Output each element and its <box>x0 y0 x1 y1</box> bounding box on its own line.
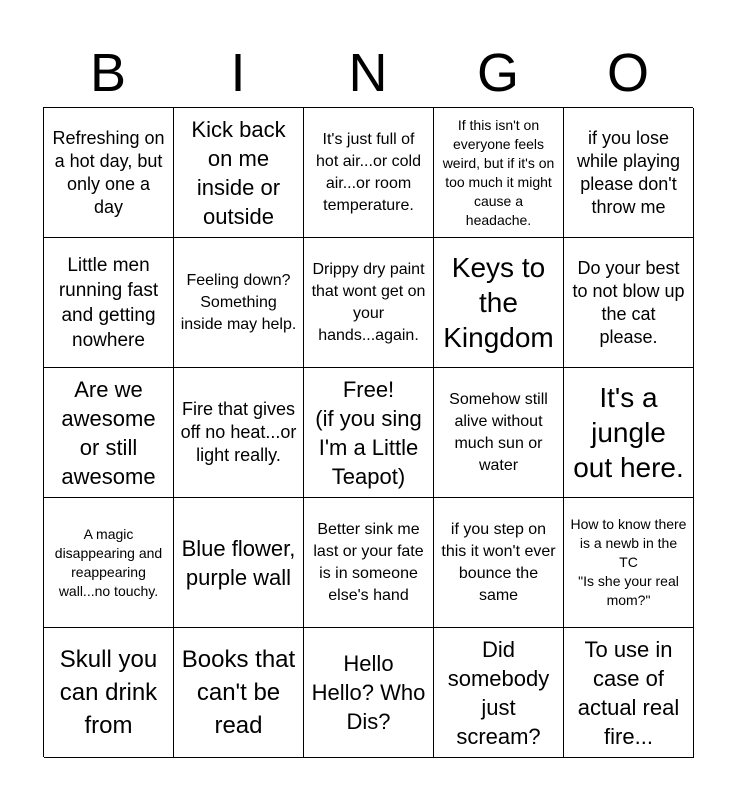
bingo-cell-r4c4[interactable]: if you step on this it won't ever bounce the same <box>434 498 564 628</box>
bingo-cell-r4c5[interactable]: How to know there is a newb in the TC "Is she your real mom?" <box>564 498 694 628</box>
bingo-cell-r2c4[interactable]: Keys to the Kingdom <box>434 238 564 368</box>
bingo-cell-r4c2[interactable]: Blue flower, purple wall <box>174 498 304 628</box>
bingo-cell-r3c3[interactable]: Free! (if you sing I'm a Little Teapot) <box>304 368 434 498</box>
header-letter-b: B <box>89 43 127 103</box>
bingo-cell-r5c1[interactable]: Skull you can drink from <box>44 628 174 758</box>
bingo-cell-r2c1[interactable]: Little men running fast and getting nowhere <box>44 238 174 368</box>
bingo-cell-r1c3[interactable]: It's just full of hot air...or cold air...or room temperature. <box>304 108 434 238</box>
bingo-cell-r2c2[interactable]: Feeling down? Something inside may help. <box>174 238 304 368</box>
header-letter-g: G <box>476 43 519 103</box>
bingo-cell-r2c5[interactable]: Do your best to not blow up the cat please. <box>564 238 694 368</box>
bingo-cell-r5c4[interactable]: Did somebody just scream? <box>434 628 564 758</box>
header-letter-o: O <box>606 43 649 103</box>
bingo-cell-r1c1[interactable]: Refreshing on a hot day, but only one a day <box>44 108 174 238</box>
header-letter-n: N <box>348 43 388 103</box>
bingo-cell-r3c4[interactable]: Somehow still alive without much sun or water <box>434 368 564 498</box>
bingo-header <box>43 40 693 106</box>
bingo-cell-r1c2[interactable]: Kick back on me inside or outside <box>174 108 304 238</box>
bingo-cell-r4c3[interactable]: Better sink me last or your fate is in someone else's hand <box>304 498 434 628</box>
bingo-cell-r4c1[interactable]: A magic disappearing and reappearing wall...no touchy. <box>44 498 174 628</box>
bingo-cell-r5c5[interactable]: To use in case of actual real fire... <box>564 628 694 758</box>
bingo-cell-r1c4[interactable]: If this isn't on everyone feels weird, but if it's on too much it might cause a headache. <box>434 108 564 238</box>
header-letter-i: I <box>230 43 246 103</box>
bingo-cell-r1c5[interactable]: if you lose while playing please don't throw me <box>564 108 694 238</box>
bingo-cell-r2c3[interactable]: Drippy dry paint that wont get on your hands...again. <box>304 238 434 368</box>
bingo-cell-r5c2[interactable]: Books that can't be read <box>174 628 304 758</box>
bingo-cell-r5c3[interactable]: Hello Hello? Who Dis? <box>304 628 434 758</box>
bingo-cell-r3c1[interactable]: Are we awesome or still awesome <box>44 368 174 498</box>
bingo-card-grid <box>43 107 693 757</box>
bingo-cell-r3c5[interactable]: It's a jungle out here. <box>564 368 694 498</box>
bingo-cell-r3c2[interactable]: Fire that gives off no heat...or light really. <box>174 368 304 498</box>
